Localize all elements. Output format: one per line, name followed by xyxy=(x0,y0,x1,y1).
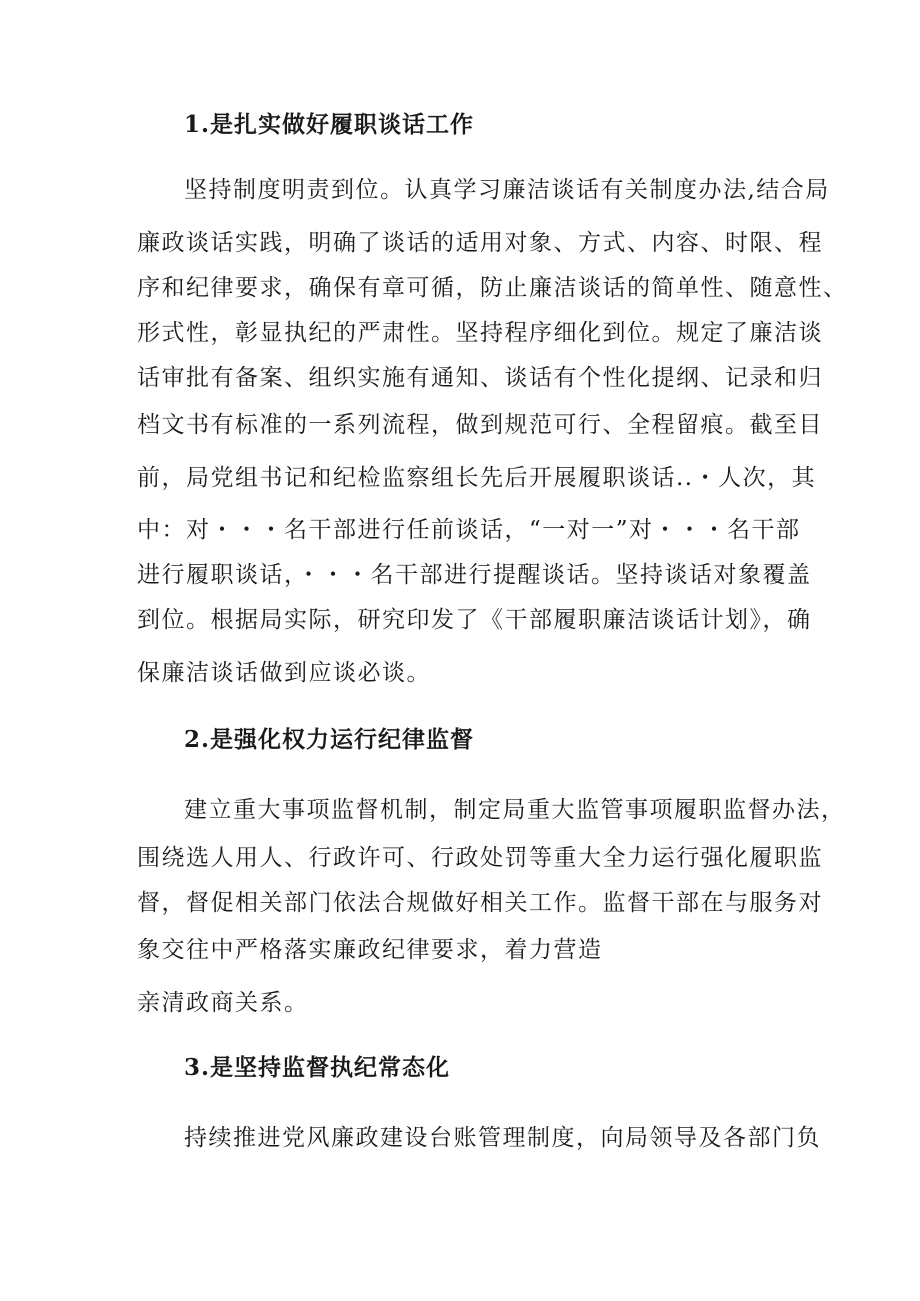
section-1-line-11: 保廉洁谈话做到应谈必谈。 xyxy=(137,660,431,686)
section-1-heading: 1.是扎实做好履职谈话工作 xyxy=(184,111,475,138)
section-3-line-1: 持续推进党风廉政建设台账管理制度，向局领导及各部门负 xyxy=(184,1125,821,1151)
section-3-heading: 3.是坚持监督执纪常态化 xyxy=(184,1054,451,1081)
section-2-line-4: 象交往中严格落实廉政纪律要求，着力营造 xyxy=(137,937,603,963)
section-1-line-3: 序和纪律要求，确保有章可循，防止廉洁谈话的简单性、随意性、 xyxy=(137,275,848,301)
section-1-line-9: 进行履职谈话，・・・名干部进行提醒谈话。坚持谈话对象覆盖 xyxy=(137,562,812,588)
section-2-line-2: 围绕选人用人、行政许可、行政处罚等重大全力运行强化履职监 xyxy=(137,845,823,871)
section-1-line-6: 档文书有标准的一系列流程，做到规范可行、全程留痕。截至目 xyxy=(137,412,823,438)
section-1-line-8: 中：对・・・名干部进行任前谈话，“一对一”对・・・名干部 xyxy=(137,517,801,543)
section-1-line-5: 话审批有备案、组织实施有通知、谈话有个性化提纲、记录和归 xyxy=(137,365,823,391)
section-2-heading: 2.是强化权力运行纪律监督 xyxy=(184,726,475,753)
section-1-line-7: 前，局党组书记和纪检监察组长先后开展履职谈话..・人次，其 xyxy=(137,465,817,491)
section-2-line-5: 亲清政商关系。 xyxy=(137,990,309,1016)
section-1-line-2: 廉政谈话实践，明确了谈话的适用对象、方式、内容、时限、程 xyxy=(137,230,823,256)
section-2-line-1: 建立重大事项监督机制，制定局重大监管事项履职监督办法， xyxy=(184,797,846,823)
section-2-line-3: 督，督促相关部门依法合规做好相关工作。监督干部在与服务对 xyxy=(137,890,823,916)
section-1-line-1: 坚持制度明责到位。认真学习廉洁谈话有关制度办法,结合局 xyxy=(184,177,830,203)
section-1-line-4: 形式性，彰显执纪的严肃性。坚持程序细化到位。规定了廉洁谈 xyxy=(137,320,823,346)
section-1-line-10: 到位。根据局实际，研究印发了《干部履职廉洁谈话计划》，确 xyxy=(137,607,812,633)
